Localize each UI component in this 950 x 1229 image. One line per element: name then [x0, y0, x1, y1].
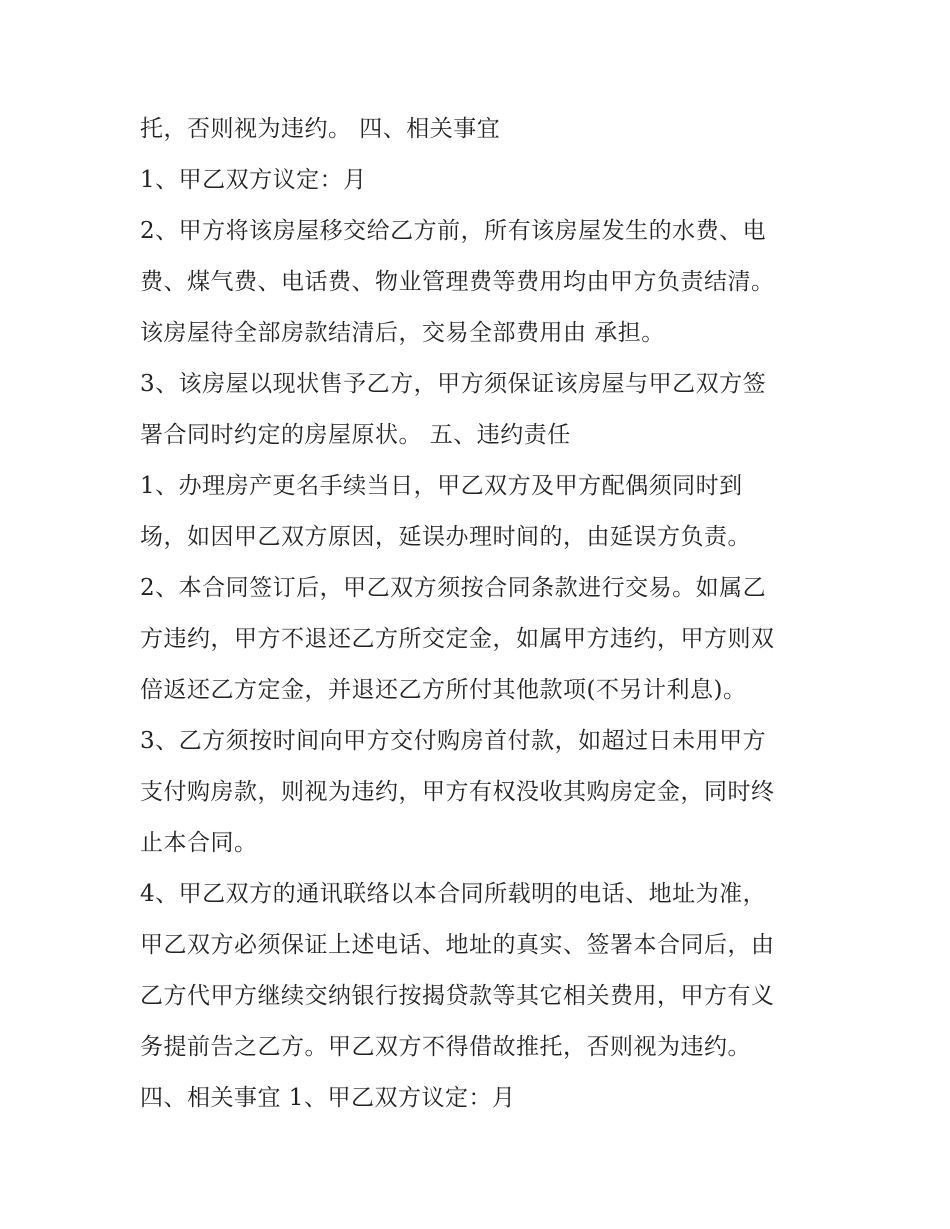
- text-line: 方违约，甲方不退还乙方所交定金，如属甲方违约，甲方则双: [140, 626, 775, 652]
- text-line: 1、甲乙双方议定：月: [140, 167, 367, 193]
- text-line: 务提前告之乙方。甲乙双方不得借故推托，否则视为违约。: [140, 1034, 751, 1060]
- text-line: 该房屋待全部房款结清后，交易全部费用由 承担。: [140, 320, 665, 346]
- text-line: 场，如因甲乙双方原因，延误办理时间的，由延误方负责。: [140, 524, 751, 550]
- text-line: 止本合同。: [140, 830, 258, 856]
- text-line: 3、该房屋以现状售予乙方，甲方须保证该房屋与甲乙双方签: [140, 371, 767, 397]
- text-line: 乙方代甲方继续交纳银行按揭贷款等其它相关费用，甲方有义: [140, 983, 775, 1009]
- text-line: 2、本合同签订后，甲乙双方须按合同条款进行交易。如属乙: [140, 575, 767, 601]
- text-line: 2、甲方将该房屋移交给乙方前，所有该房屋发生的水费、电: [140, 218, 767, 244]
- text-line: 甲乙双方必须保证上述电话、地址的真实、签署本合同后，由: [140, 932, 775, 958]
- text-line: 4、甲乙双方的通讯联络以本合同所载明的电话、地址为准，: [140, 881, 767, 907]
- text-line: 四、相关事宜 1、甲乙双方议定：月: [140, 1085, 516, 1111]
- text-line: 署合同时约定的房屋原状。 五、违约责任: [140, 422, 571, 448]
- text-line: 倍返还乙方定金，并退还乙方所付其他款项(不另计利息)。: [140, 677, 747, 703]
- text-line: 3、乙方须按时间向甲方交付购房首付款，如超过日未用甲方: [140, 728, 767, 754]
- text-line: 1、办理房产更名手续当日，甲乙双方及甲方配偶须同时到: [140, 473, 743, 499]
- text-line: 托，否则视为违约。 四、相关事宜: [140, 116, 501, 142]
- document-body: [140, 104, 820, 1124]
- text-line: 支付购房款，则视为违约，甲方有权没收其购房定金，同时终: [140, 779, 775, 805]
- text-line: 费、煤气费、电话费、物业管理费等费用均由甲方负责结清。: [140, 269, 775, 295]
